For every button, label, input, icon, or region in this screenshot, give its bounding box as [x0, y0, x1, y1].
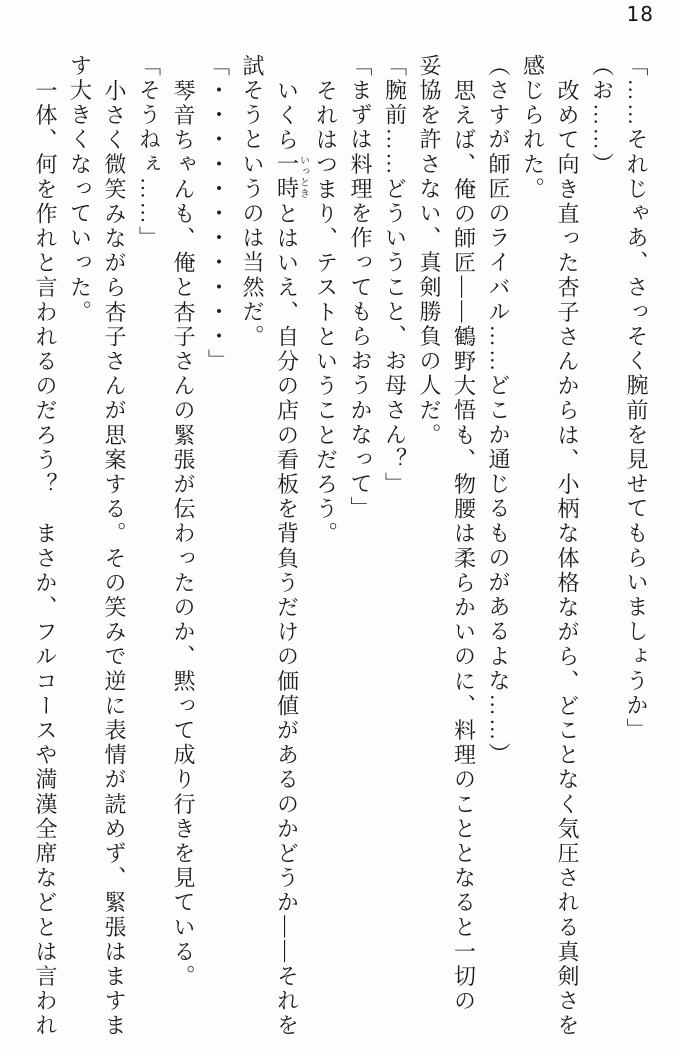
text-line: 琴音ちゃんも、俺と杏子さんの緊張が伝わったのか、黙って成り行きを見ている。 [171, 78, 196, 989]
text-line: いくら一時いっときとはいえ、自分の店の看板を背負うだけの価値があるのかどうか――それを [274, 78, 309, 1039]
text-line: 思えば、俺の師匠――鶴野大悟も、物腰は柔らかいのに、料理のこととなると一切の [451, 78, 477, 1014]
page-number: 18 [626, 2, 654, 26]
text-line: 妥協を許さない、真剣勝負の人だ。 [417, 54, 442, 448]
text-line: 「腕前……どういうこと、お母さん？」 [382, 54, 408, 497]
text-line: それはつまり、テストということだろう。 [313, 78, 339, 546]
text-line: （さすが師匠のライバル……どこか通じるものがあるよな……） [486, 54, 511, 768]
text-line: 「……それじゃあ、さっそく腕前を見せてもらいましょうか」 [624, 54, 649, 743]
text-line: 試そうというのは当然だ。 [240, 54, 265, 350]
text-line: 改めて向き直った杏子さんからは、小柄な体格ながら、どことなく気圧される真剣さを [555, 78, 580, 1038]
text-line: す大きくなっていった。 [67, 54, 93, 325]
text-line: 「そうねぇ……」 [136, 54, 162, 251]
text-line: 「・・・・・・・・・・・」 [205, 54, 231, 374]
text-block [28, 54, 654, 1050]
ruby-annotated-word: 一時いっとき [274, 152, 309, 202]
text-line: 「まずは料理を作ってもらおうかなって」 [348, 54, 373, 522]
text-line: 小さく微笑みながら杏子さんが思案する。その笑みで逆に表情が読めず、緊張はますま [102, 78, 127, 1038]
text-line: （お……） [589, 54, 615, 177]
text-line: 感じられた。 [520, 54, 546, 202]
text-line: 一体、何を作れと言われるのだろう？ まさか、フルコースや満漢全席などとは言われ [33, 78, 58, 1038]
